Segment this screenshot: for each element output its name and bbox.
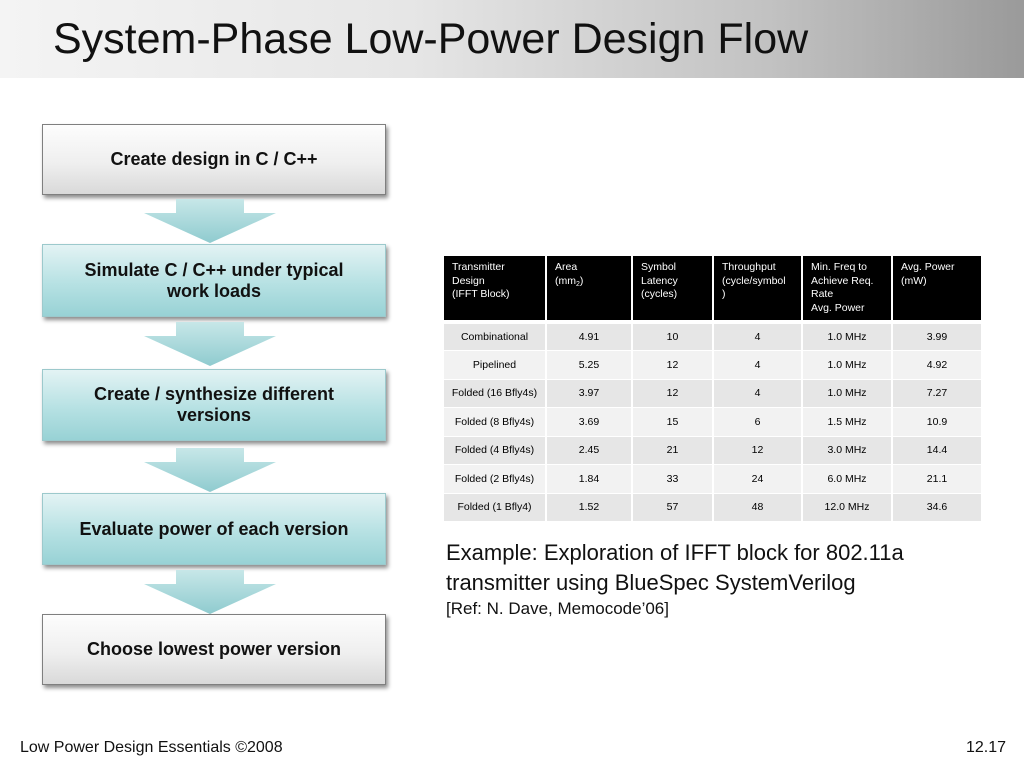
cell-throughput: 12 <box>713 436 802 465</box>
cell-area: 3.97 <box>546 379 632 408</box>
flow-step-label: Choose lowest power version <box>86 639 342 659</box>
cell-throughput: 48 <box>713 493 802 522</box>
cell-throughput: 6 <box>713 408 802 437</box>
caption-reference: [Ref: N. Dave, Memocode’06] <box>446 599 669 618</box>
cell-design: Folded (16 Bfly4s) <box>444 379 546 408</box>
cell-min-freq: 1.5 MHz <box>802 408 892 437</box>
cell-area: 2.45 <box>546 436 632 465</box>
cell-throughput: 4 <box>713 322 802 351</box>
cell-avg-power: 7.27 <box>892 379 981 408</box>
flow-step-choose-lowest <box>42 614 386 685</box>
caption-line-2: transmitter using BlueSpec SystemVerilog <box>446 570 856 595</box>
cell-design: Pipelined <box>444 351 546 380</box>
title-bar <box>0 0 1024 78</box>
footer-copyright: Low Power Design Essentials ©2008 <box>20 739 283 756</box>
cell-min-freq: 1.0 MHz <box>802 379 892 408</box>
cell-design: Folded (1 Bfly4) <box>444 493 546 522</box>
cell-avg-power: 14.4 <box>892 436 981 465</box>
table-row <box>444 493 981 522</box>
cell-latency: 33 <box>632 465 713 494</box>
cell-latency: 21 <box>632 436 713 465</box>
cell-latency: 57 <box>632 493 713 522</box>
cell-min-freq: 1.0 MHz <box>802 351 892 380</box>
slide-number: 12.17 <box>965 739 1006 756</box>
cell-design: Combinational <box>444 322 546 351</box>
cell-latency: 15 <box>632 408 713 437</box>
cell-avg-power: 10.9 <box>892 408 981 437</box>
flow-step-label: Create design in C / C++ <box>110 149 318 169</box>
cell-area: 4.91 <box>546 322 632 351</box>
cell-throughput: 4 <box>713 379 802 408</box>
cell-avg-power: 3.99 <box>892 322 981 351</box>
cell-latency: 10 <box>632 322 713 351</box>
cell-min-freq: 1.0 MHz <box>802 322 892 351</box>
cell-latency: 12 <box>632 351 713 380</box>
cell-min-freq: 6.0 MHz <box>802 465 892 494</box>
table-row <box>444 379 981 408</box>
cell-avg-power: 34.6 <box>892 493 981 522</box>
ifft-results-table <box>444 256 981 522</box>
cell-throughput: 24 <box>713 465 802 494</box>
cell-latency: 12 <box>632 379 713 408</box>
down-arrow-icon <box>144 322 276 366</box>
flow-step-synthesize <box>42 369 386 441</box>
cell-throughput: 4 <box>713 351 802 380</box>
flow-step-label: Create / synthesize different versions <box>93 384 335 425</box>
caption-line-1: Example: Exploration of IFFT block for 802.11a <box>446 540 904 565</box>
down-arrow-icon <box>144 570 276 614</box>
cell-design: Folded (8 Bfly4s) <box>444 408 546 437</box>
down-arrow-icon <box>144 199 276 243</box>
cell-min-freq: 3.0 MHz <box>802 436 892 465</box>
cell-area: 1.84 <box>546 465 632 494</box>
cell-min-freq: 12.0 MHz <box>802 493 892 522</box>
table-row <box>444 408 981 437</box>
flow-step-simulate <box>42 244 386 317</box>
flow-step-label: Evaluate power of each version <box>79 518 349 539</box>
example-caption <box>446 538 1006 598</box>
flow-step-create-design <box>42 124 386 195</box>
cell-design: Folded (2 Bfly4s) <box>444 465 546 494</box>
table-row <box>444 465 981 494</box>
table-row <box>444 436 981 465</box>
down-arrow-icon <box>144 448 276 492</box>
header-throughput: Throughput (cycle/symbol ) <box>713 256 802 322</box>
cell-area: 1.52 <box>546 493 632 522</box>
table-row <box>444 351 981 380</box>
flow-step-label: Simulate C / C++ under typical work loads <box>84 259 344 301</box>
cell-area: 5.25 <box>546 351 632 380</box>
cell-area: 3.69 <box>546 408 632 437</box>
table-row <box>444 322 981 351</box>
table-header-row <box>444 256 981 322</box>
cell-design: Folded (4 Bfly4s) <box>444 436 546 465</box>
flow-step-evaluate-power <box>42 493 386 565</box>
header-area: Area (mm2) <box>546 256 632 322</box>
slide-title: System-Phase Low-Power Design Flow <box>53 15 809 63</box>
header-min-freq: Min. Freq to Achieve Req. Rate Avg. Power <box>802 256 892 322</box>
header-avg-power: Avg. Power (mW) <box>892 256 981 322</box>
cell-avg-power: 4.92 <box>892 351 981 380</box>
header-transmitter-design: Transmitter Design (IFFT Block) <box>444 256 546 322</box>
cell-avg-power: 21.1 <box>892 465 981 494</box>
header-symbol-latency: Symbol Latency (cycles) <box>632 256 713 322</box>
